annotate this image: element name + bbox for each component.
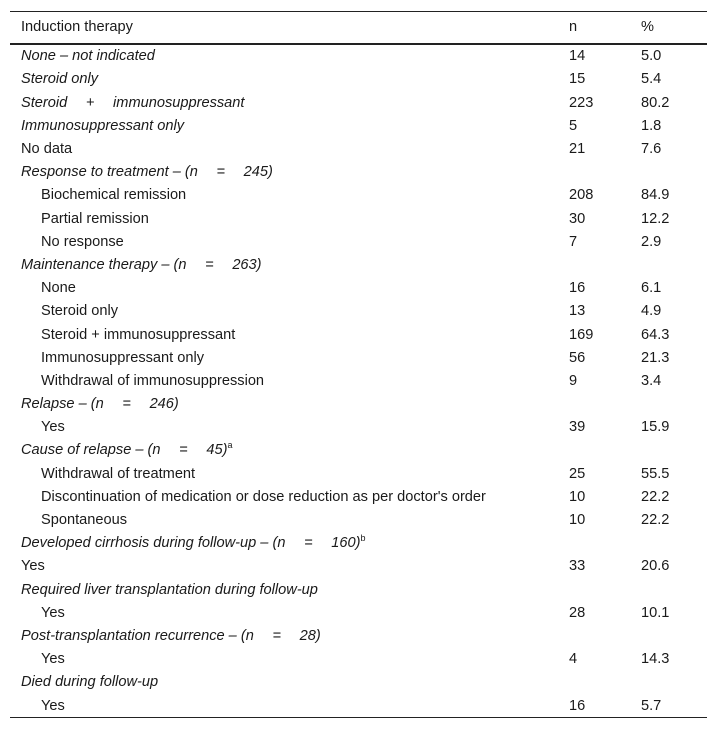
row-label: Steroid only: [41, 303, 119, 320]
row-percent: 5.7: [641, 697, 662, 714]
section-title-died: Died during follow-up: [21, 674, 159, 691]
row-n: 21: [569, 141, 586, 158]
row-percent: 64.3: [641, 326, 670, 343]
header-induction-therapy: Induction therapy: [21, 19, 133, 36]
row-label: None – not indicated: [21, 48, 155, 65]
row-percent: 22.2: [641, 512, 670, 529]
row-percent: 5.4: [641, 71, 662, 88]
table-row: [10, 207, 707, 230]
row-label: Immunosuppressant only: [21, 117, 185, 134]
section-heading: [10, 532, 707, 555]
row-n: 28: [569, 604, 586, 621]
table-row: [10, 231, 707, 254]
row-label: Yes: [41, 419, 65, 436]
footnote-marker: b: [360, 533, 366, 544]
section-heading: [10, 578, 707, 601]
table-row: [10, 602, 707, 625]
footnote-marker: a: [227, 440, 233, 451]
table-row: [10, 346, 707, 369]
section-heading: [10, 254, 707, 277]
row-percent: 22.2: [641, 488, 670, 505]
section-heading: [10, 671, 707, 694]
row-n: 14: [569, 48, 586, 65]
row-percent: 12.2: [641, 210, 670, 227]
section-title-relapse: Relapse – (n = 246): [21, 396, 179, 413]
row-percent: 10.1: [641, 604, 670, 621]
row-n: 4: [569, 651, 578, 668]
row-label: Biochemical remission: [41, 187, 187, 204]
table-row: [10, 694, 707, 717]
row-n: 33: [569, 558, 586, 575]
section-title-text: Cause of relapse – (n = 45): [21, 442, 228, 459]
section-title-cirrhosis: [10, 533, 569, 552]
row-n: 13: [569, 303, 586, 320]
table-row: [10, 115, 707, 138]
row-percent: 55.5: [641, 465, 670, 482]
section-title-cause-of-relapse: [10, 440, 569, 459]
table-row: [10, 416, 707, 439]
section-title-text: Developed cirrhosis during follow-up – (n = 160): [21, 535, 361, 552]
row-n: 16: [569, 280, 586, 297]
row-label: Withdrawal of immunosuppression: [41, 372, 265, 389]
row-n: 25: [569, 465, 586, 482]
row-percent: 80.2: [641, 94, 670, 111]
row-label: Steroid only: [21, 71, 99, 88]
table-row: [10, 300, 707, 323]
row-percent: 21.3: [641, 349, 670, 366]
table-row: [10, 509, 707, 532]
row-label: Spontaneous: [41, 512, 128, 529]
table-row: [10, 277, 707, 300]
table-row: [10, 648, 707, 671]
table-row: [10, 138, 707, 161]
row-percent: 14.3: [641, 651, 670, 668]
header-n: n: [569, 19, 578, 36]
section-heading: [10, 393, 707, 416]
table-row: [10, 486, 707, 509]
row-label: Partial remission: [41, 210, 149, 227]
row-label: None: [41, 280, 76, 297]
row-n: 15: [569, 71, 586, 88]
table-row: [10, 68, 707, 91]
table-row: [10, 45, 707, 68]
table-row: [10, 91, 707, 114]
row-percent: 20.6: [641, 558, 670, 575]
row-percent: 7.6: [641, 141, 662, 158]
row-n: 10: [569, 488, 586, 505]
row-n: 10: [569, 512, 586, 529]
row-n: 169: [569, 326, 594, 343]
row-percent: 2.9: [641, 233, 662, 250]
row-label: Discontinuation of medication or dose reduction as per doctor's order: [41, 488, 486, 505]
row-percent: 3.4: [641, 372, 662, 389]
row-label: Yes: [41, 651, 65, 668]
section-title-recurrence: Post-transplantation recurrence – (n = 28): [21, 627, 321, 644]
row-label: Steroid + immunosuppressant: [21, 94, 245, 111]
row-n: 5: [569, 117, 578, 134]
row-n: 223: [569, 94, 594, 111]
results-table: [10, 11, 707, 718]
table-row: [10, 370, 707, 393]
table-row: [10, 184, 707, 207]
table-header: [10, 12, 707, 45]
row-label: Immunosuppressant only: [41, 349, 205, 366]
table-row: [10, 555, 707, 578]
row-label: Steroid + immunosuppressant: [41, 326, 236, 343]
row-label: No data: [21, 141, 73, 158]
row-label: Yes: [21, 558, 45, 575]
row-n: 39: [569, 419, 586, 436]
section-title-maintenance: Maintenance therapy – (n = 263): [21, 256, 262, 273]
row-percent: 15.9: [641, 419, 670, 436]
row-percent: 84.9: [641, 187, 670, 204]
row-percent: 5.0: [641, 48, 662, 65]
row-label: Yes: [41, 697, 65, 714]
row-n: 7: [569, 233, 578, 250]
row-percent: 1.8: [641, 117, 662, 134]
row-label: Yes: [41, 604, 65, 621]
row-label: Withdrawal of treatment: [41, 465, 196, 482]
row-label: No response: [41, 233, 124, 250]
section-title-response: Response to treatment – (n = 245): [21, 164, 273, 181]
section-title-transplant: Required liver transplantation during follow-up: [21, 581, 318, 598]
row-percent: 6.1: [641, 280, 662, 297]
row-n: 16: [569, 697, 586, 714]
row-n: 208: [569, 187, 594, 204]
section-heading: [10, 439, 707, 462]
row-n: 9: [569, 372, 578, 389]
row-n: 30: [569, 210, 586, 227]
header-percent: %: [641, 19, 654, 36]
row-percent: 4.9: [641, 303, 662, 320]
section-heading: [10, 161, 707, 184]
table-row: [10, 323, 707, 346]
table-row: [10, 462, 707, 485]
row-n: 56: [569, 349, 586, 366]
section-heading: [10, 625, 707, 648]
